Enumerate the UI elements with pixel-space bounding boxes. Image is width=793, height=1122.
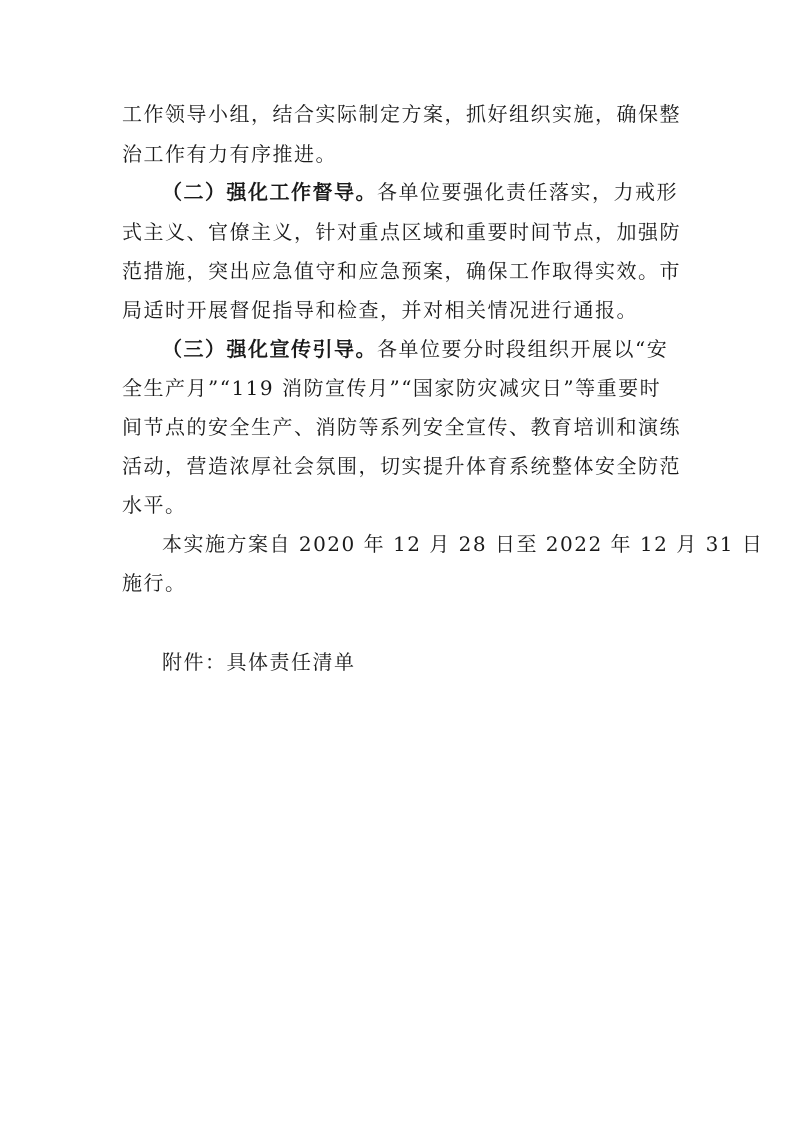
section3-heading: （三）强化宣传引导。	[162, 337, 377, 361]
paragraph-line: 范措施，突出应急值守和应急预案，确保工作取得实效。市	[122, 259, 681, 283]
paragraph-line: 间节点的安全生产、消防等系列安全宣传、教育培训和演练	[122, 415, 681, 439]
section2-first-line	[162, 178, 722, 206]
section2-heading: （二）强化工作督导。	[162, 180, 377, 204]
effective-date-line: 本实施方案自 2020 年 12 月 28 日至 2022 年 12 月 31 日	[162, 532, 764, 556]
paragraph-line: 工作领导小组，结合实际制定方案，抓好组织实施，确保整	[122, 102, 681, 126]
paragraph-line: 局适时开展督促指导和检查，并对相关情况进行通报。	[122, 298, 638, 322]
section3-first-line	[162, 335, 722, 363]
effective-date-line: 施行。	[122, 571, 187, 595]
attachment-note: 附件：具体责任清单	[162, 650, 356, 674]
paragraph-line: 活动，营造浓厚社会氛围，切实提升体育系统整体安全防范	[122, 454, 681, 478]
paragraph-line: 治工作有力有序推进。	[122, 142, 337, 166]
paragraph-line: 全生产月”“119 消防宣传月”“国家防灾减灾日”等重要时	[122, 376, 662, 400]
paragraph-line: 水平。	[122, 493, 187, 517]
section3-first-line-text: 各单位要分时段组织开展以“安	[377, 337, 669, 361]
section2-first-line-text: 各单位要强化责任落实，力戒形	[377, 180, 678, 204]
paragraph-line: 式主义、官僚主义，针对重点区域和重要时间节点，加强防	[122, 220, 681, 244]
